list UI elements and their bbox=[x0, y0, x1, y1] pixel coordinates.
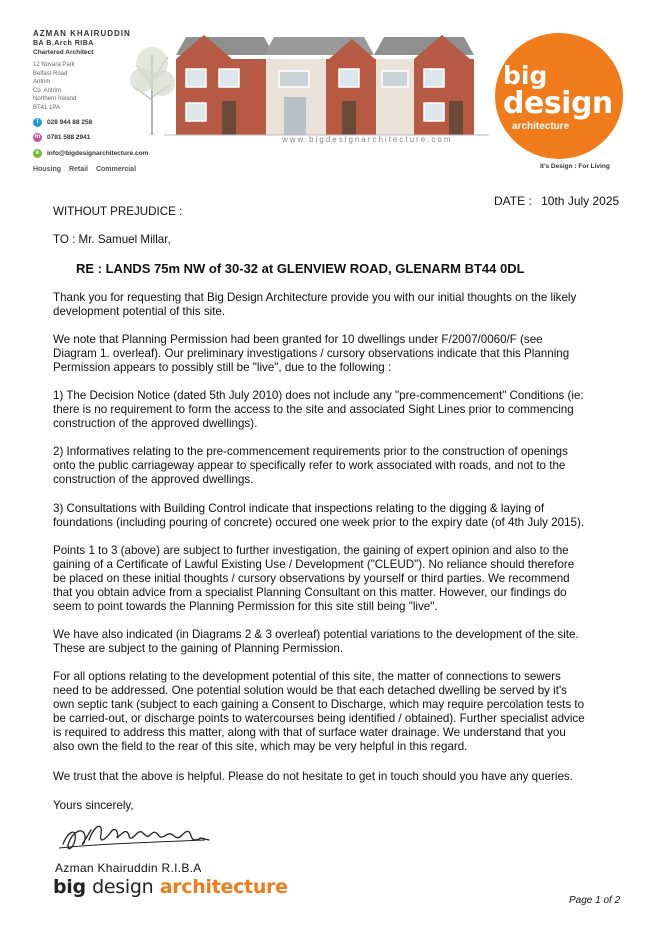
paragraph-line: For all options relating to the development potential of this site, the matter of connections to sewers bbox=[53, 670, 561, 683]
handwritten-signature bbox=[55, 810, 235, 860]
paragraph-line: there is no requirement to form the access to the site and associated Sight Lines prior to commencing bbox=[53, 403, 574, 416]
email-icon: e bbox=[33, 149, 42, 158]
recipient: TO : Mr. Samuel Millar, bbox=[53, 233, 171, 246]
address-line: Northern Ireland bbox=[33, 96, 77, 103]
sectors: Housing Retail Commercial bbox=[33, 166, 137, 173]
letterhead bbox=[0, 0, 654, 180]
office-address bbox=[33, 61, 76, 113]
phone-icon: t bbox=[33, 118, 42, 127]
website-url: www.bigdesignarchitecture.com bbox=[282, 135, 453, 144]
paragraph-line: development potential of this site. bbox=[53, 305, 226, 318]
paragraph-line: Points 1 to 3 (above) are subject to further investigation, the gaining of expert opinion and also to the bbox=[53, 544, 569, 557]
paragraph-line: gaining of a Certificate of Lawful Existing Use / Development ("CLEUD"). No reliance should therefore bbox=[53, 558, 575, 571]
date-value: 10th July 2025 bbox=[541, 194, 620, 208]
closing-salutation: Yours sincerely, bbox=[53, 799, 134, 812]
phone-number: 028 944 88 258 bbox=[47, 119, 93, 126]
paragraph-line: Thank you for requesting that Big Design Architecture provide you with our initial thoughts on the likely bbox=[53, 291, 577, 304]
paragraph-line: seem to point towards the Planning Permission for this site still being "live". bbox=[53, 600, 438, 613]
subject-line: RE : LANDS 75m NW of 30-32 at GLENVIEW ROAD, GLENARM BT44 0DL bbox=[76, 261, 525, 276]
paragraph-line: that you obtain advice from a specialist Planning Consultant on this matter. However, our findings do bbox=[53, 586, 567, 599]
paragraph-line: own septic tank (subject to each gaining a Consent to Discharge, which may require percolation tests to bbox=[53, 698, 585, 711]
paragraph-line: 1) The Decision Notice (dated 5th July 2010) does not include any "pre-commencement" Conditions (ie: bbox=[53, 389, 584, 402]
paragraph-line: 3) Consultations with Building Control indicate that inspections relating to the digging & laying of bbox=[53, 502, 545, 515]
brand-word-design: design bbox=[92, 876, 154, 898]
logo-word-big: big bbox=[503, 61, 548, 90]
mobile-number: 0781 588 2941 bbox=[47, 134, 91, 141]
paragraph-line: We trust that the above is helpful. Please do not hesitate to get in touch should you have any queries. bbox=[53, 770, 573, 783]
architect-name: AZMAN KHAIRUDDIN bbox=[33, 29, 131, 38]
address-line: Antrim bbox=[33, 79, 51, 86]
architect-title: Chartered Architect bbox=[33, 49, 94, 56]
mobile-icon: m bbox=[34, 134, 41, 140]
paragraph-line: also own the field to the rear of this site, which may be very helpful in this regard. bbox=[53, 740, 468, 753]
paragraph-line: be placed on these initial thoughts / cursory observations by yourself or third parties. We recommend bbox=[53, 572, 570, 585]
paragraph-line: foundations (including pouring of concrete) occured one week prior to the expiry date (of 4th July 2015). bbox=[53, 516, 585, 529]
address-line: Co. Antrim bbox=[33, 87, 62, 94]
paragraph-line: construction of the approved dwellings. bbox=[53, 473, 254, 486]
paragraph-line: We note that Planning Permission had been granted for 10 dwellings under F/2007/0060/F (see bbox=[53, 333, 543, 346]
address-line: BT41 1PA bbox=[33, 104, 60, 111]
email-contact bbox=[33, 149, 148, 158]
paragraph-line: These are subject to the gaining of Planning Permission. bbox=[53, 642, 344, 655]
logo-tagline: It's Design : For Living bbox=[540, 163, 610, 170]
brand-wordmark bbox=[53, 876, 288, 898]
brand-word-big: big bbox=[53, 876, 86, 898]
address-line: Belfast Road bbox=[33, 70, 68, 77]
phone-contact bbox=[33, 118, 92, 127]
brand-word-architecture: architecture bbox=[159, 876, 288, 898]
paragraph-line: 2) Informatives relating to the pre-commencement requirements prior to the construction of openings bbox=[53, 445, 568, 458]
paragraph-line: We have also indicated (in Diagrams 2 & 3 overleaf) potential variations to the development of the site. bbox=[53, 628, 579, 641]
page-number: Page 1 of 2 bbox=[569, 895, 621, 906]
date-label: DATE : bbox=[494, 194, 532, 208]
paragraph-line: construction of the approved dwellings). bbox=[53, 417, 258, 430]
paragraph-line: onto the public carriageway appear to specifically refer to work associated with roads, and not to the bbox=[53, 459, 566, 472]
logo-word-architecture: architecture bbox=[512, 121, 570, 132]
letter-date bbox=[494, 194, 619, 208]
paragraph-line: is required to address this matter, along with that of surface water drainage. We understand that you bbox=[53, 726, 566, 739]
without-prejudice: WITHOUT PREJUDICE : bbox=[53, 205, 183, 218]
tree-illustration bbox=[130, 47, 175, 135]
mobile-contact bbox=[33, 133, 90, 142]
paragraph-line: Diagram 1. overleaf). Our preliminary investigations / cursory observations indicate that this Planning bbox=[53, 347, 570, 360]
paragraph-line: Permission appears to possibly still be "live", due to the following : bbox=[53, 361, 392, 374]
paragraph-line: be carried-out, or discharge points to watercourses being identified / obtained). Further specialist advice bbox=[53, 712, 585, 725]
email-address: info@bigdesignarchitecture.com bbox=[47, 150, 149, 157]
signatory-name: Azman Khairuddin R.I.B.A bbox=[55, 861, 202, 875]
logo-word-design: design bbox=[503, 86, 613, 121]
house-elevation-illustration bbox=[124, 25, 494, 145]
paragraph-line: need to be addressed. One potential solution would be that each detached dwelling be served by it's bbox=[53, 684, 567, 697]
architect-credentials: BA B.Arch RIBA bbox=[33, 40, 94, 47]
address-line: 12 Novara Park bbox=[33, 62, 75, 68]
